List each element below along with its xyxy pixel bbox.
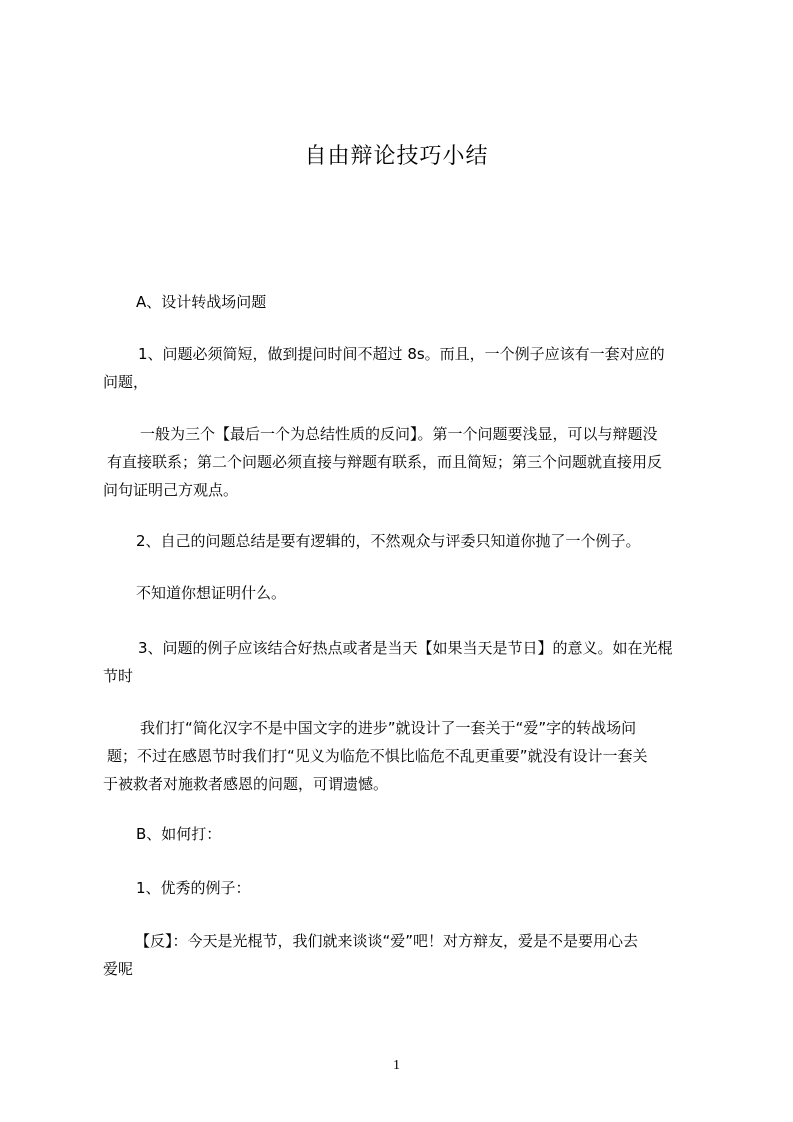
paragraph-line: 节时 — [103, 667, 134, 685]
paragraph-example-cases — [103, 714, 703, 798]
paragraph-line: 题；不过在感恩节时我们打“见义为临危不惧比临危不乱更重要”就没有设计一套关 — [107, 747, 648, 765]
page-number: 1 — [393, 1058, 400, 1073]
paragraph-line: 爱呢 — [103, 960, 134, 978]
paragraph-line: 一般为三个【最后一个为总结性质的反问】。第一个问题要浅显，可以与辩题没 — [140, 425, 658, 443]
paragraph-line: 有直接联系；第二个问题必须直接与辩题有联系，而且简短；第三个问题就直接用反 — [107, 453, 663, 471]
paragraph-line: 1、优秀的例子： — [136, 879, 251, 897]
paragraph-prove-what — [136, 579, 736, 607]
paragraph-question-brevity — [103, 340, 703, 396]
paragraph-logic-summary — [136, 527, 736, 555]
paragraph-line: 不知道你想证明什么。 — [136, 584, 287, 602]
page-title: 自由辩论技巧小结 — [304, 144, 489, 169]
paragraph-line: 2、自己的问题总结是要有逻辑的，不然观众与评委只知道你抛了一个例子。 — [136, 532, 641, 550]
paragraph-good-example-heading — [136, 874, 736, 902]
paragraph-line: 3、问题的例子应该结合好热点或者是当天【如果当天是节日】的意义。如在光棍 — [138, 639, 673, 657]
paragraph-opposition-example — [103, 927, 703, 983]
paragraph-line: 问题， — [103, 373, 149, 391]
paragraph-line: B、如何打： — [136, 825, 222, 843]
paragraph-line: 【反】：今天是光棍节，我们就来谈谈“爱”吧！对方辩友，爱是不是要用心去 — [135, 932, 639, 950]
paragraph-section-b-heading — [136, 820, 736, 848]
paragraph-hot-topics — [103, 634, 703, 690]
paragraph-line: 我们打“简化汉字不是中国文字的进步”就设计了一套关于“爱”字的转战场问 — [140, 719, 637, 737]
paragraph-line: 1、问题必须简短，做到提问时间不超过 8s。而且，一个例子应该有一套对应的 — [138, 345, 665, 363]
paragraph-line: 问句证明己方观点。 — [103, 481, 239, 499]
paragraph-three-questions — [103, 420, 703, 504]
paragraph-section-a-heading — [136, 288, 736, 316]
paragraph-line: A、设计转战场问题 — [136, 293, 267, 311]
paragraph-line: 于被救者对施救者感恩的问题，可谓遗憾。 — [103, 775, 389, 793]
